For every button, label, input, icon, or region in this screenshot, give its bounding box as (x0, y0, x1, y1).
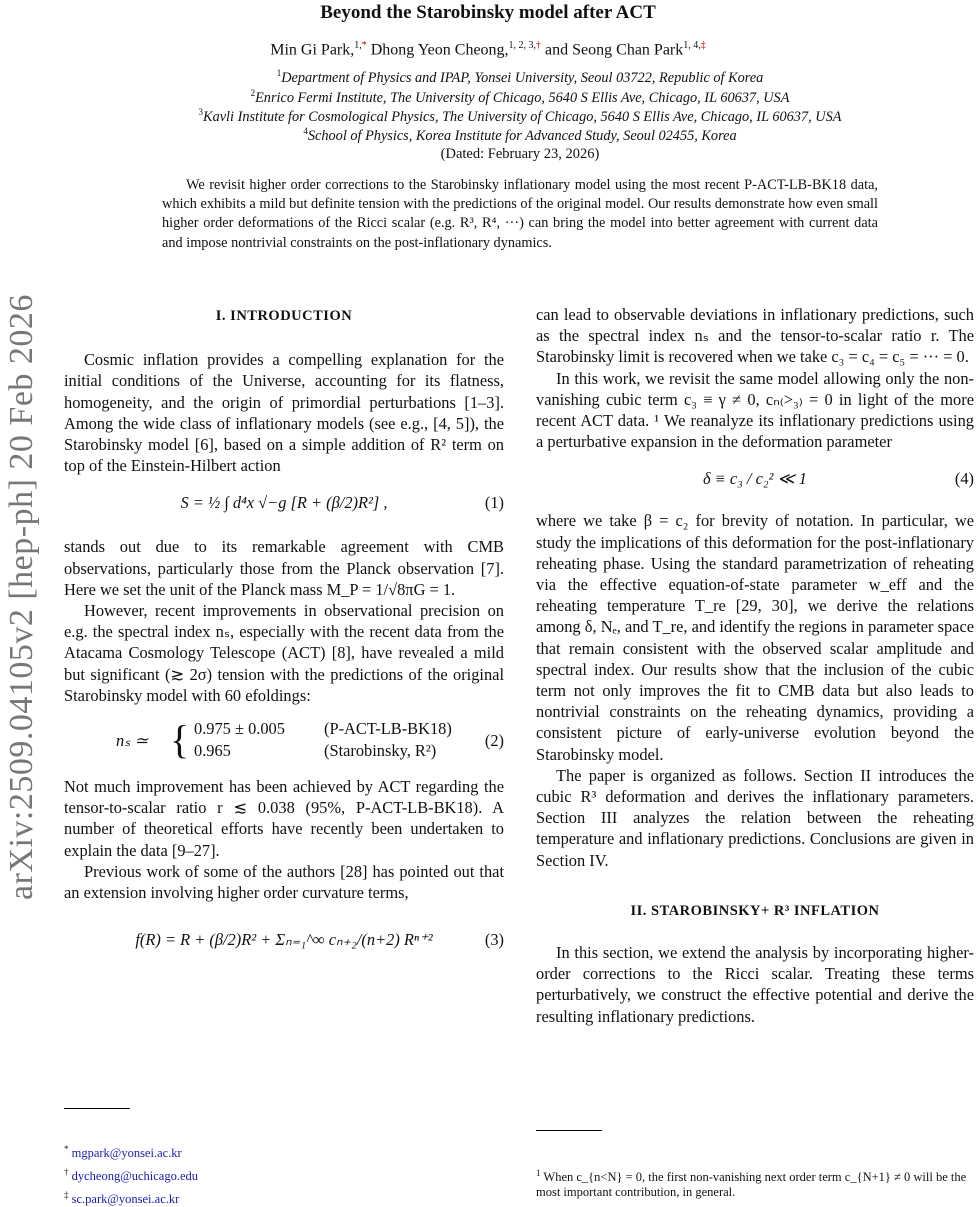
author-list (0, 40, 976, 59)
intro-paragraph-5: Previous work of some of the authors [28] has pointed out that an extension involving higher order curvature terms, (64, 861, 504, 903)
equation-4-number: (4) (954, 469, 974, 489)
author-3-affils: 1, 4, (683, 40, 701, 51)
intro-paragraph-3: However, recent improvements in observational precision on e.g. the spectral index nₛ, especially with the recent data from the Atacama Cosmology Telescope (ACT) [8], have revealed a mild but significant (≳ 2σ) tension with the predictions of the original Starobinsky model with 60 efoldings: (64, 601, 504, 705)
equation-2 (64, 718, 504, 766)
author-2-affils: 1, 2, 3, (508, 40, 537, 51)
right-paragraph-4: The paper is organized as follows. Section II introduces the cubic R³ deformation and derives the inflationary parameters. Section III analyzes the relation between the reheating temperature and inflationary predictions. Conclusions are given in Section IV. (536, 765, 974, 870)
section-2-heading: II. STAROBINSKY+ R³ INFLATION (630, 902, 880, 919)
affiliation-4: $^4$School of Physics, Korea Institute for Advanced Study, Seoul 02455, Korea (303, 126, 737, 144)
footnote-right (536, 1166, 972, 1200)
equation-2-lhs: nₛ ≃ (116, 731, 149, 751)
footnote-1-mark: 1 (536, 1168, 541, 1178)
affiliation-1: $^1$Department of Physics and IPAP, Yonsei University, Seoul 03722, Republic of Korea (276, 68, 764, 86)
equation-2-label-2: (Starobinsky, R²) (324, 741, 437, 761)
author-1-affils: 1, (354, 40, 362, 51)
affiliation-2: $^2$Enrico Fermi Institute, The University of Chicago, 5640 S Ellis Ave, Chicago, IL 60637, USA (250, 88, 790, 106)
footnote-1-text: When c_{n<N} = 0, the first non-vanishing next order term c_{N+1} ≠ 0 will be the most important contribution, in general. (536, 1170, 967, 1200)
footnote-rule-right (536, 1130, 602, 1131)
footnotes-left (64, 1142, 464, 1207)
equation-2-label-1: (P-ACT-LB-BK18) (324, 719, 452, 739)
equation-3 (64, 929, 504, 959)
email-link-3[interactable]: sc.park@yonsei.ac.kr (71, 1192, 180, 1207)
dated-line: (Dated: February 23, 2026) (440, 146, 600, 162)
equation-1-body: S = ½ ∫ d⁴x √−g [R + (β/2)R²] , (180, 493, 388, 513)
right-paragraph-1: can lead to observable deviations in inflationary predictions, such as the spectral index nₛ and the tensor-to-scalar ratio r. The Starobinsky limit is recovered when we take c₃ = c₄ = c₅ = ··· = 0. (536, 305, 974, 367)
left-column (64, 306, 504, 959)
equation-2-number: (2) (484, 731, 504, 751)
footnote-rule-left (64, 1108, 130, 1109)
footnote-author-3: ‡ sc.park@yonsei.ac.kr (64, 1190, 180, 1207)
right-column (536, 304, 974, 1027)
abstract: We revisit higher order corrections to the Starobinsky inflationary model using the most recent P-ACT-LB-BK18 data, which exhibits a mild but definite tension with the predictions of the original model. Our results demonstrate how even small higher order deformations of the Ricci scalar (e.g. R³, R⁴, ···) can bring the model into better agreement with current data and impose nontrivial constraints on the post-inflationary dynamics. (162, 177, 878, 251)
author-2-note-link[interactable]: † (536, 40, 542, 51)
equation-4-body: δ ≡ c₃ / c₂² ≪ 1 (702, 469, 808, 489)
author-3: and Seong Chan Park (545, 41, 684, 59)
email-link-1[interactable]: mgpark@yonsei.ac.kr (71, 1146, 182, 1161)
right-paragraph-3: where we take β = c₂ for brevity of notation. In particular, we study the implications of this deformation for the post-inflationary reheating phase. Using the standard parametrization of reheating via the effective equation-of-state parameter w_eff and the reheating temperature T_re [29, 30], we derive the relations among δ, Nₑ, and T_re, and identify the regions in parameter space that remain consistent with the observed scalar amplitude and spectral index. Our results show that the inclusion of the cubic term not only improves the fit to CMB data but also leads to nontrivial constraints on the reheating dynamics, providing a consistent picture of early-universe evolution beyond the Starobinsky model. (536, 511, 974, 764)
author-1-note-link[interactable]: * (361, 40, 367, 51)
section-1-heading: I. INTRODUCTION (215, 308, 353, 324)
footnote-author-1: * mgpark@yonsei.ac.kr (64, 1144, 182, 1161)
right-paragraph-2: In this work, we revisit the same model allowing only the non-vanishing cubic term c₃ ≡ γ ≠ 0, cₙ₍>₃₎ = 0 in light of the more recent ACT data. ¹ We reanalyze its inflationary predictions using a perturbative expansion in the deformation parameter (536, 368, 974, 452)
equation-2-value-1: 0.975 ± 0.005 (194, 719, 285, 739)
affiliation-3: $^3$Kavli Institute for Cosmological Physics, The University of Chicago, 5640 S Ellis Ave, Chicago, IL 60637, USA (198, 107, 842, 125)
intro-paragraph-4: Not much improvement has been achieved by ACT regarding the tensor-to-scalar ratio r ≲ 0.038 (95%, P-ACT-LB-BK18). A number of theoretical efforts have recently been undertaken to explain the data [9–27]. (64, 777, 504, 860)
equation-3-body: f(R) = R + (β/2)R² + Σₙ₌₁^∞ cₙ₊₂/(n+2) Rⁿ⁺² (135, 930, 433, 950)
equation-1 (64, 492, 504, 522)
equation-2-value-2: 0.965 (194, 741, 231, 761)
intro-paragraph-2: stands out due to its remarkable agreement with CMB observations, particularly those from the Planck observation [7]. Here we set the unit of the Planck mass M_P = 1/√8πG = 1. (64, 537, 504, 599)
footnote-author-2: † dycheong@uchicago.edu (64, 1167, 199, 1184)
author-3-note-link[interactable]: ‡ (700, 40, 706, 51)
equation-1-number: (1) (484, 493, 504, 513)
paper-title: Beyond the Starobinsky model after ACT (320, 2, 656, 23)
email-link-2[interactable]: dycheong@uchicago.edu (71, 1169, 199, 1184)
equation-4 (536, 468, 974, 498)
author-1: Min Gi Park, (270, 41, 355, 59)
equation-3-number: (3) (484, 930, 504, 950)
author-2: Dhong Yeon Cheong, (370, 41, 509, 59)
intro-paragraph-1: Cosmic inflation provides a compelling explanation for the initial conditions of the Universe, accounting for its flatness, homogeneity, and the origin of primordial perturbations [1–3]. Among the wide class of inflationary models (see e.g., [4, 5]), the Starobinsky model [6], based on a simple addition of R² term on top of the Einstein-Hilbert action (64, 350, 504, 476)
arxiv-stamp: arXiv:2509.04105v2 [hep-ph] 20 Feb 2026 (3, 294, 40, 900)
section-2-paragraph-1: In this section, we extend the analysis by incorporating higher-order corrections to the Ricci scalar. Treating these terms perturbatively, we construct the effective potential and derive the resulting inflationary predictions. (536, 943, 974, 1026)
brace-symbol: { (170, 717, 190, 763)
